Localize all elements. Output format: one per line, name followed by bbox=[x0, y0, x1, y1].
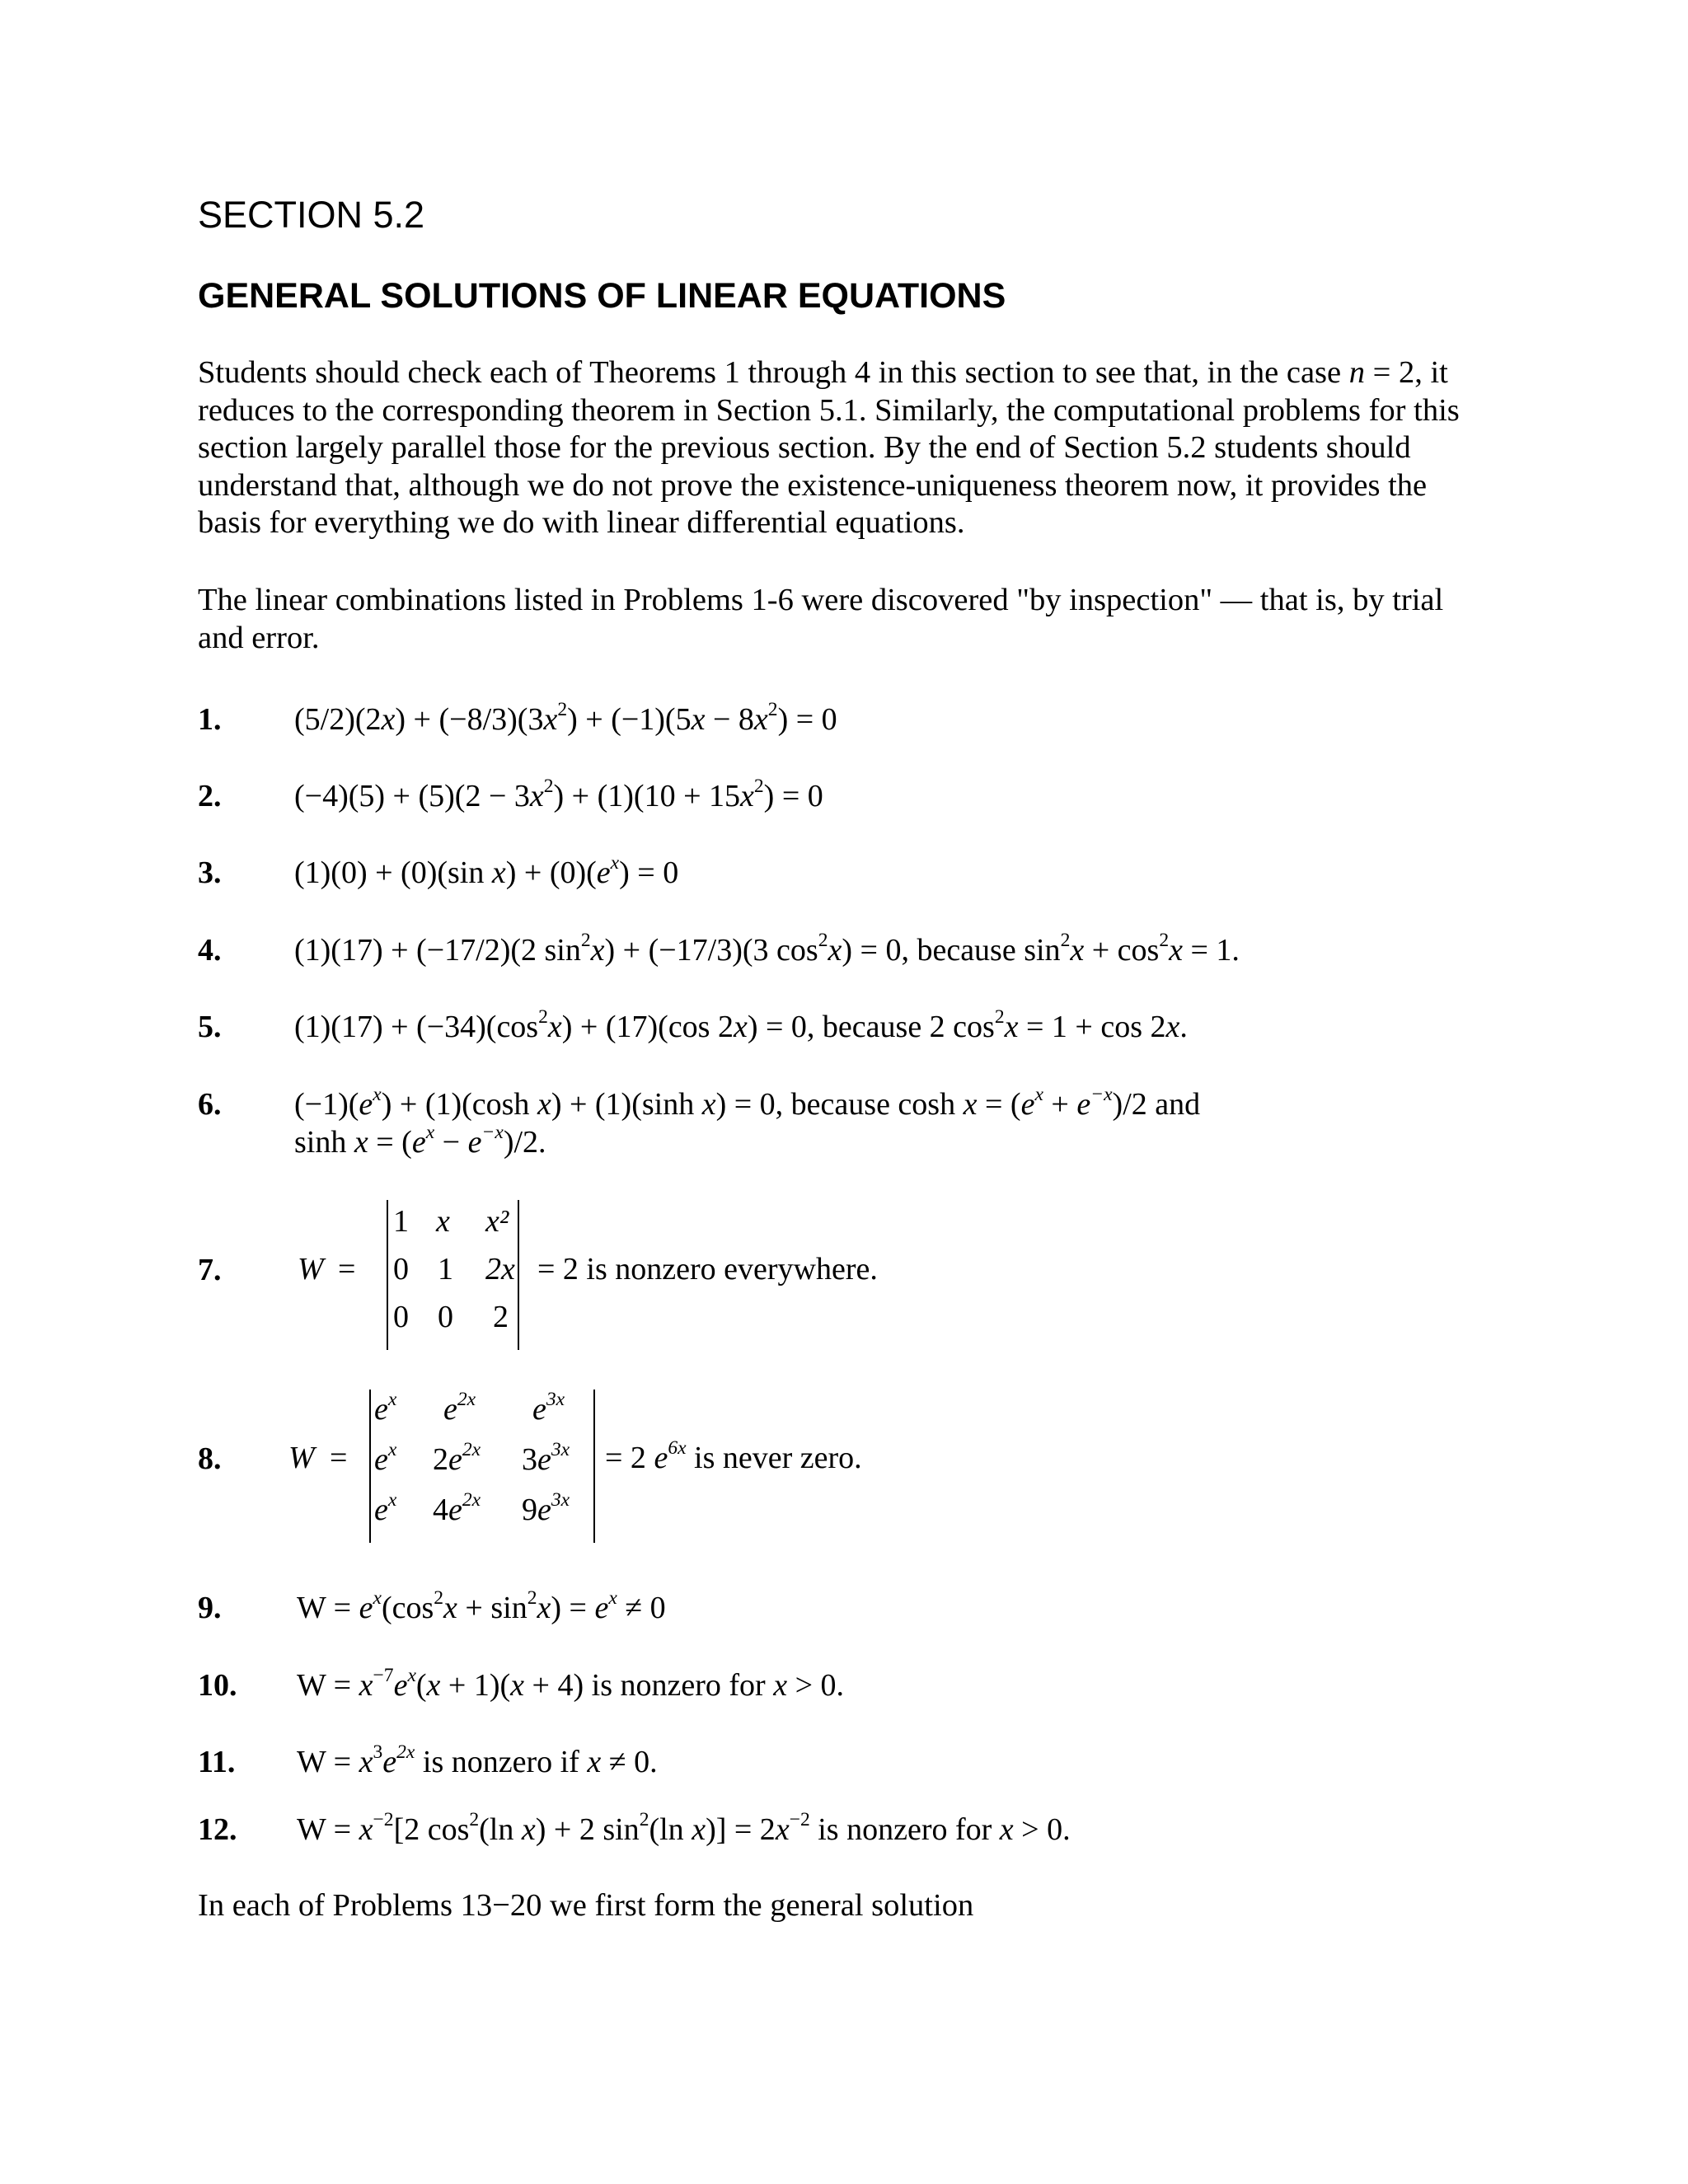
problem-4-expression: (1)(17) + (−17/2)(2 $\sin^2x) + (-17/3)(3$ $\cos^2x) = 0$, because $\sin^2x + \cos^2x = 1$. bbox=[294, 930, 1240, 968]
det-cell: 1 bbox=[393, 1204, 409, 1239]
problem-number: 10. bbox=[198, 1668, 237, 1703]
intro-var-n: n bbox=[1348, 355, 1365, 390]
det-cell: $3e^{3x}$ bbox=[522, 1439, 570, 1477]
problem-6-expression-cont: $\sinh x = (e^x - e^{-x})/2$. bbox=[294, 1122, 546, 1160]
det-cell: 1 bbox=[438, 1252, 453, 1286]
det-cell: $e^x$ bbox=[374, 1489, 397, 1527]
det-cell: 0 bbox=[393, 1300, 409, 1334]
intro-paragraph bbox=[198, 354, 1484, 542]
wronskian-label: W bbox=[288, 1441, 315, 1475]
det-cell: $e^{2x}$ bbox=[443, 1389, 476, 1427]
section-number: SECTION 5.2 bbox=[198, 194, 425, 236]
problem-number: 4. bbox=[198, 933, 222, 968]
method-paragraph bbox=[198, 582, 1484, 657]
equals-sign: = bbox=[338, 1252, 356, 1286]
method-text: The linear combinations listed in Problems 1-6 were discovered "by inspection" — that is, by trial and error. bbox=[198, 583, 1444, 655]
det-cell: $2e^{2x}$ bbox=[433, 1439, 481, 1477]
problem-number: 9. bbox=[198, 1591, 222, 1625]
det-cell: 2x bbox=[485, 1252, 515, 1286]
problem-12-expression: $W = x^{-2}[2$ $\cos^2(\ln$ x) + 2 $\sin^2(\ln$ $x)] = 2x^{-2}$ is nonzero for x > 0. bbox=[297, 1809, 1071, 1847]
problem-number: 3. bbox=[198, 855, 222, 890]
problem-number: 11. bbox=[198, 1745, 236, 1779]
det-cell: $e^x$ bbox=[374, 1389, 397, 1427]
problem-2-expression: $(-4)(5) + (5)(2 - 3x^2) + (1)(10 + 15x^2) = 0$ bbox=[294, 776, 823, 813]
det-cell: $9e^{3x}$ bbox=[522, 1489, 570, 1527]
problem-10-expression: $W = x^{-7}e^x(x + 1)(x + 4)$ is nonzero for x > 0. bbox=[297, 1665, 844, 1703]
intro-text-b: = 2, it reduces to the corresponding theorem in Section 5.1. Similarly, the computational problems for this section largely parallel those for the previous section. By the end of Section 5.2 students should understand that, although we do not prove the existence-uniqueness theorem now, it provides the basis for everything we do with linear differential equations. bbox=[198, 355, 1460, 540]
determinant-7 bbox=[387, 1200, 519, 1350]
det-cell: $4e^{2x}$ bbox=[433, 1489, 481, 1527]
problem-11-expression: $W = x^3e^{2x}$ is nonzero if x ≠ 0. bbox=[297, 1741, 658, 1779]
determinant-8 bbox=[369, 1390, 595, 1543]
problem-number: 7. bbox=[198, 1253, 222, 1287]
intro-text-a: Students should check each of Theorems 1 through 4 in this section to see that, in the case bbox=[198, 355, 1342, 390]
section-title: GENERAL SOLUTIONS OF LINEAR EQUATIONS bbox=[198, 276, 1006, 316]
det-cell: $e^x$ bbox=[374, 1439, 397, 1477]
problem-number: 6. bbox=[198, 1087, 222, 1122]
problem-number: 8. bbox=[198, 1441, 222, 1476]
det-cell: 0 bbox=[393, 1252, 409, 1286]
problem-1-expression: $(5/2)(2x) + (-8/3)(3x^2) + (-1)(5x - 8x^2) = 0$ bbox=[294, 699, 837, 737]
problem-number: 12. bbox=[198, 1812, 237, 1847]
problem-5-expression: $(1)(17) + (-34)(\cos^2x) + (17)(\cos$ 2x) = 0, because 2 $\cos^2x = 1 + \cos 2x$. bbox=[294, 1006, 1188, 1044]
det-cell: 2 bbox=[493, 1300, 509, 1334]
problem-8-result: = 2 $e^{6x}$ is never zero. bbox=[605, 1437, 862, 1475]
problem-7-result: = 2 is nonzero everywhere. bbox=[537, 1252, 878, 1286]
problem-6-expression: $(-1)(e^x) + (1)(\cosh$ x) + (1)(sinh x) = 0, because $\cosh x = (e^x + e^{-x})/2$ and bbox=[294, 1084, 1201, 1122]
det-cell: x² bbox=[485, 1204, 509, 1239]
det-cell: x bbox=[436, 1204, 450, 1239]
problem-9-expression: $W = e^x(\cos^2x + \sin^2x) = e^x \ne 0$ bbox=[297, 1587, 666, 1625]
problem-number: 5. bbox=[198, 1010, 222, 1044]
problem-number: 1. bbox=[198, 702, 222, 737]
problem-number: 2. bbox=[198, 779, 222, 813]
det-cell: 0 bbox=[438, 1300, 453, 1334]
wronskian-label: W bbox=[298, 1252, 324, 1286]
equals-sign: = bbox=[330, 1441, 348, 1475]
problem-3-expression: (1)(0) + (0)(sin $x) + (0)(e^x) = 0$ bbox=[294, 852, 679, 890]
det-cell: $e^{3x}$ bbox=[532, 1389, 565, 1427]
problem-8-result-tail: is never zero. bbox=[686, 1441, 862, 1475]
closing-text: In each of Problems 13−20 we first form the general solution bbox=[198, 1888, 974, 1923]
